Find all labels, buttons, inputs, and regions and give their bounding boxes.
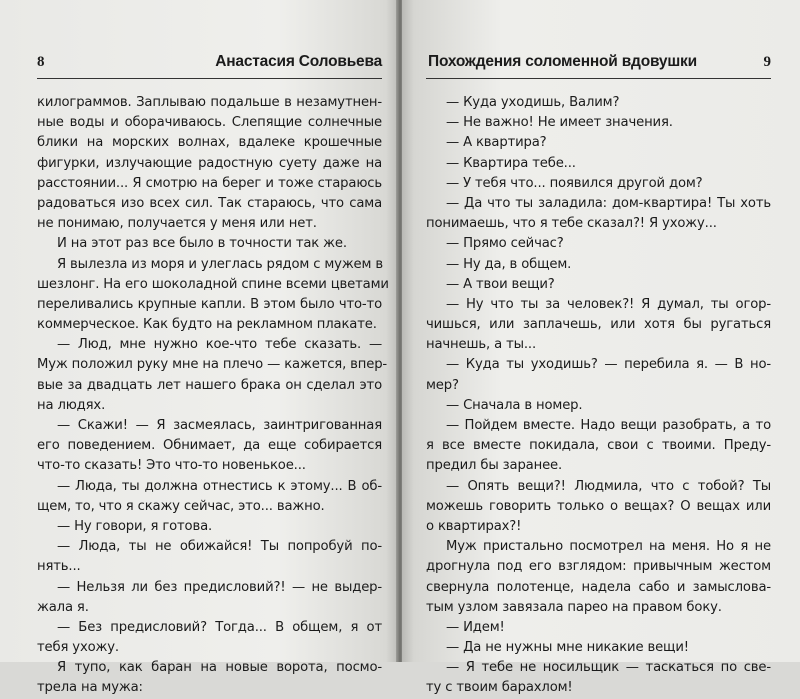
text-line: свернула полотенце, надела сабо и замыслова-	[426, 579, 771, 595]
left-running-title: Анастасия Соловьева	[215, 53, 382, 70]
text-line: — Ну да, в общем.	[446, 256, 572, 272]
text-line: — Да что ты заладила: дом-квартира! Ты хоть	[446, 195, 771, 211]
text-line: мер?	[426, 377, 459, 393]
text-line: — Люда, ты не обижайся! Ты попробуй по-	[57, 539, 382, 555]
text-line: не понимаю, получается у меня или нет.	[37, 216, 317, 232]
right-page	[402, 0, 800, 696]
text-line: фигурки, излучающие радостную суету даже на	[37, 155, 382, 171]
text-line: — Идем!	[446, 619, 505, 635]
text-line: вые за двадцать лет нашего брака он сделал это	[37, 377, 382, 393]
text-line: понимаешь, что я тебе сказал?! Я ухожу...	[426, 216, 717, 232]
text-line: тым узлом завязала парео на правом боку.	[426, 599, 722, 615]
text-line: — Я тебе не носильщик — таскаться по све-	[446, 660, 771, 676]
left-page-number: 8	[37, 54, 45, 70]
text-line: — Опять вещи?! Людмила, что с тобой? Ты	[446, 478, 771, 494]
text-line: Я тупо, как баран на новые ворота, посмо-	[57, 660, 382, 676]
right-running-title: Похождения соломенной вдовушки	[428, 53, 697, 70]
text-line: я все вместе покидала, свои с твоими. Преду-	[426, 438, 771, 454]
text-line: расстоянии... Я смотрю на берег и тоже стараюсь	[37, 175, 382, 191]
text-line: коммерческое. Как будто на рекламном плакате.	[37, 317, 377, 333]
right-page-header	[426, 50, 771, 79]
text-line: — Ну что ты за человек?! Я думал, ты огор-	[446, 296, 771, 312]
text-line: щем, то, что я скажу сейчас, это... важно.	[37, 498, 325, 514]
text-line: о квартирах?!	[426, 518, 522, 534]
text-line: тебя ухожу.	[37, 640, 119, 656]
text-line: — У тебя что... появился другой дом?	[446, 175, 703, 191]
text-line: — Куда уходишь, Валим?	[446, 95, 620, 110]
text-line: — Люда, ты должна отнестись к этому... В об-	[57, 478, 382, 494]
text-line: предил бы заранее.	[426, 458, 563, 474]
text-line: — Скажи! — Я засмеялась, заинтригованная	[57, 418, 382, 433]
text-line: — Люд, мне нужно кое-что тебе сказать. —	[57, 337, 382, 353]
left-page	[0, 0, 398, 696]
text-line: Я вылезла из моря и улеглась рядом с мужем в	[57, 256, 383, 272]
text-line: ные воды и оборачиваюсь. Слепящие солнечные	[37, 115, 382, 131]
left-page-text	[37, 93, 389, 699]
text-line: И на этот раз все было в точности так же.	[57, 236, 347, 252]
text-line: Муж положил руку мне на плечо — кажется, впер-	[37, 357, 388, 373]
text-line: — А твои вещи?	[446, 276, 555, 292]
text-line: — Прямо сейчас?	[446, 236, 564, 252]
text-line: что-то сказать! Это что-то новенькое...	[37, 458, 306, 474]
text-line: нять...	[37, 559, 81, 575]
text-line: — Без предисловий? Тогда... В общем, я от	[57, 619, 382, 635]
text-line: трела на мужа:	[37, 680, 143, 696]
right-page-number: 9	[763, 54, 771, 70]
text-line: — Квартира тебе...	[446, 155, 576, 171]
text-line: — Куда ты уходишь? — перебила я. — В но-	[446, 357, 771, 373]
text-line: — Не важно! Не имеет значения.	[446, 115, 673, 131]
text-line: радоваться изо всех сил. Так стараюсь, что сама	[37, 195, 382, 211]
text-line: шезлонг. На его шоколадной спине всеми цветами	[37, 276, 389, 292]
text-line: — Сначала в номер.	[446, 397, 583, 413]
text-line: начнешь, а ты...	[426, 337, 536, 353]
text-line: килограммов. Заплываю подальше в незамутнен-	[37, 95, 382, 110]
text-line: жала я.	[37, 599, 89, 615]
right-page-text	[426, 93, 771, 699]
text-line: ту с твоим барахлом!	[426, 680, 573, 696]
left-page-header	[37, 50, 382, 79]
text-line: — Пойдем вместе. Надо вещи разобрать, а то	[446, 418, 771, 433]
text-line: на людях.	[37, 397, 106, 413]
text-line: — А квартира?	[446, 135, 547, 151]
text-line: блики на морских волнах, вдалеке крошечные	[37, 135, 382, 151]
text-line: переливались крупные капли. В этом было что-то	[37, 296, 382, 312]
text-line: чишься, или заплачешь, или хотя бы ругаться	[426, 317, 771, 333]
text-line: — Ну говори, я готова.	[57, 518, 213, 534]
text-line: Муж пристально посмотрел на меня. Но я не	[446, 539, 771, 555]
text-line: дрогнула под его взглядом: привычным жестом	[426, 559, 771, 575]
text-line: можешь говорить только о вещах? О вещах или	[426, 498, 771, 514]
text-line: — Нельзя ли без предисловий?! — не выдер-	[57, 579, 382, 595]
text-line: его поведением. Обнимает, да еще собирается	[37, 438, 382, 454]
text-line: — Да не нужны мне никакие вещи!	[446, 640, 689, 656]
